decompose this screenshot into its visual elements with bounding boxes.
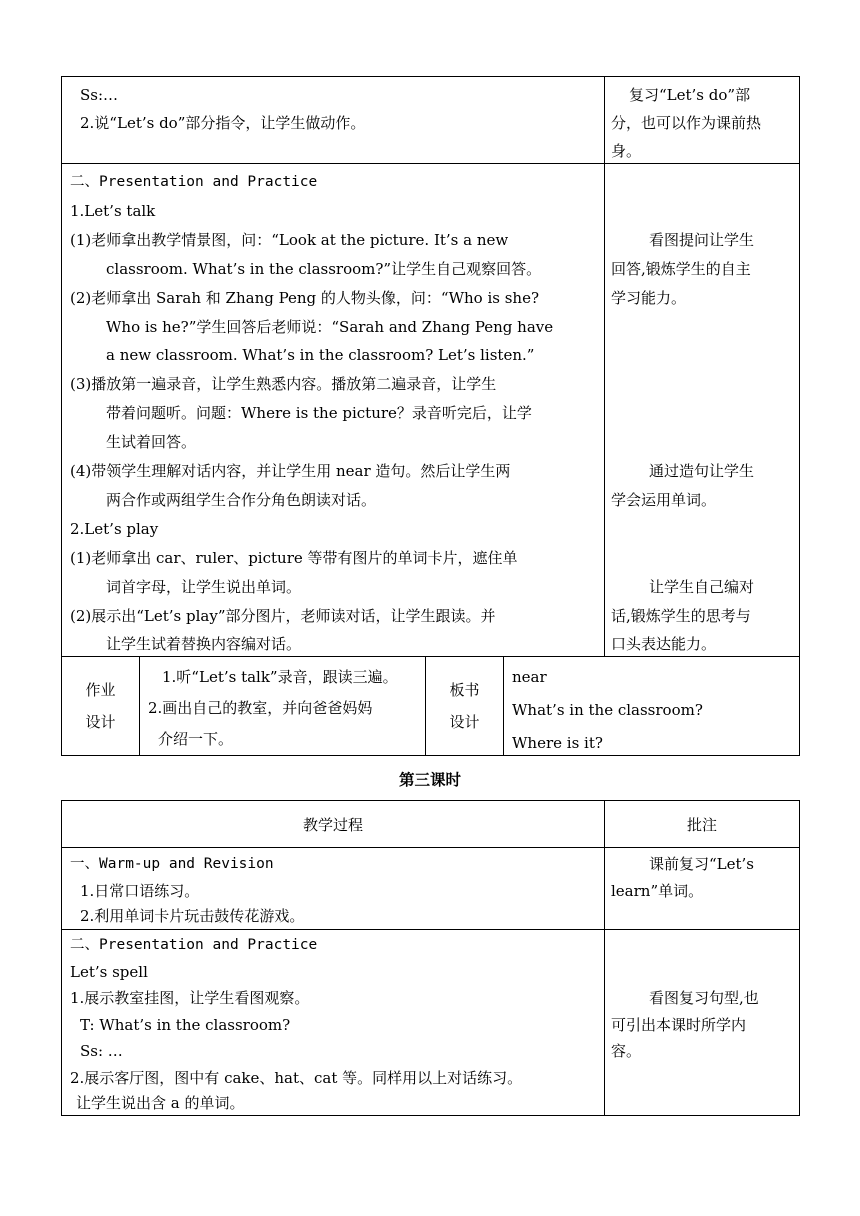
note-line: 通过造句让学生: [649, 462, 755, 480]
review-line: Ss:…: [80, 86, 119, 104]
homework-content-cell: [139, 656, 426, 756]
homework-label: 作业: [85, 681, 116, 699]
warmup-note-cell: [604, 847, 800, 930]
spell-process-cell: [61, 929, 605, 1116]
step-line: a new classroom. What’s in the classroom? Let’s listen.”: [106, 346, 535, 364]
review-process-cell: [61, 76, 605, 164]
spell-line: 2.展示客厅图，图中有 cake、hat、cat 等。同样用以上对话练习。: [70, 1069, 523, 1087]
homework-label: 设计: [85, 713, 116, 731]
step-line: (2)展示出“Let’s play”部分图片，老师读对话，让学生跟读。并: [70, 607, 496, 625]
spell-line: T: What’s in the classroom?: [80, 1016, 291, 1034]
board-content-cell: [503, 656, 800, 756]
note-line: 身。: [611, 142, 642, 160]
homework-label-cell: [61, 656, 140, 756]
note-line: 看图提问让学生: [649, 231, 755, 249]
board-label-cell: [425, 656, 504, 756]
step-line: 词首字母，让学生说出单词。: [106, 578, 302, 596]
note-line: 让学生自己编对: [649, 578, 755, 596]
section-heading: 一、Warm-up and Revision: [70, 856, 274, 872]
lesson-title: 第三课时: [398, 771, 461, 789]
section-heading: 二、Presentation and Practice: [70, 937, 318, 953]
step-line: (1)老师拿出教学情景图，问：“Look at the picture. It’s a new: [70, 231, 509, 249]
step-line: 生试着回答。: [106, 433, 197, 451]
step-line: (1)老师拿出 car、ruler、picture 等带有图片的单词卡片，遮住单: [70, 549, 518, 567]
homework-line: 2.画出自己的教室，并向爸爸妈妈: [148, 699, 373, 717]
review-line: 2.说“Let’s do”部分指令，让学生做动作。: [80, 114, 366, 132]
board-label: 设计: [449, 713, 480, 731]
warmup-process-cell: [61, 847, 605, 930]
note-line: 容。: [611, 1042, 642, 1060]
presentation-process-cell: [61, 163, 605, 657]
header-notes: 批注: [686, 815, 717, 834]
note-line: 分，也可以作为课前热: [611, 114, 762, 132]
step-line: 带着问题听。问题：Where is the picture？录音听完后，让学: [106, 404, 532, 422]
step-line: classroom. What’s in the classroom?”让学生自己观察回答。: [106, 260, 542, 278]
note-line: 话,锻炼学生的思考与: [611, 607, 751, 625]
board-line: near: [512, 668, 547, 686]
spell-line: 让学生说出含 a 的单词。: [76, 1094, 245, 1112]
header-process: 教学过程: [302, 815, 363, 834]
homework-line: 介绍一下。: [158, 730, 234, 748]
note-line: 口头表达能力。: [611, 635, 717, 653]
warmup-line: 1.日常口语练习。: [80, 882, 200, 900]
board-line: What’s in the classroom?: [512, 701, 703, 719]
spell-note-cell: [604, 929, 800, 1116]
subsection-title: 1.Let’s talk: [70, 202, 156, 220]
presentation-note-cell: [604, 163, 800, 657]
lesson-table-2: [0, 800, 860, 1120]
step-line: 让学生试着替换内容编对话。: [106, 635, 302, 653]
note-line: learn”单词。: [611, 882, 704, 900]
board-line: Where is it?: [512, 734, 603, 752]
header-process-cell: [61, 800, 605, 848]
step-line: (3)播放第一遍录音，让学生熟悉内容。播放第二遍录音，让学生: [70, 375, 497, 393]
note-line: 复习“Let’s do”部: [629, 86, 751, 104]
note-line: 可引出本课时所学内: [611, 1016, 747, 1034]
spell-line: Let’s spell: [70, 963, 148, 981]
note-line: 看图复习句型,也: [649, 989, 759, 1007]
warmup-line: 2.利用单词卡片玩击鼓传花游戏。: [80, 907, 305, 925]
board-label: 板书: [449, 681, 480, 699]
review-note-cell: [604, 76, 800, 164]
homework-line: 1.听“Let’s talk”录音，跟读三遍。: [162, 668, 398, 686]
spell-line: Ss: …: [80, 1042, 123, 1060]
step-line: 两合作或两组学生合作分角色朗读对话。: [106, 491, 377, 509]
step-line: (4)带领学生理解对话内容，并让学生用 near 造句。然后让学生两: [70, 462, 511, 480]
spell-line: 1.展示教室挂图，让学生看图观察。: [70, 989, 310, 1007]
step-line: Who is he?”学生回答后老师说：“Sarah and Zhang Peng have: [106, 318, 554, 336]
step-line: (2)老师拿出 Sarah 和 Zhang Peng 的人物头像，问：“Who is she?: [70, 289, 540, 307]
note-line: 学会运用单词。: [611, 491, 717, 509]
section-heading: 二、Presentation and Practice: [70, 174, 318, 190]
note-line: 学习能力。: [611, 289, 687, 307]
header-notes-cell: [604, 800, 800, 848]
note-line: 回答,锻炼学生的自主: [611, 260, 751, 278]
subsection-title: 2.Let’s play: [70, 520, 159, 538]
note-line: 课前复习“Let’s: [649, 855, 755, 873]
